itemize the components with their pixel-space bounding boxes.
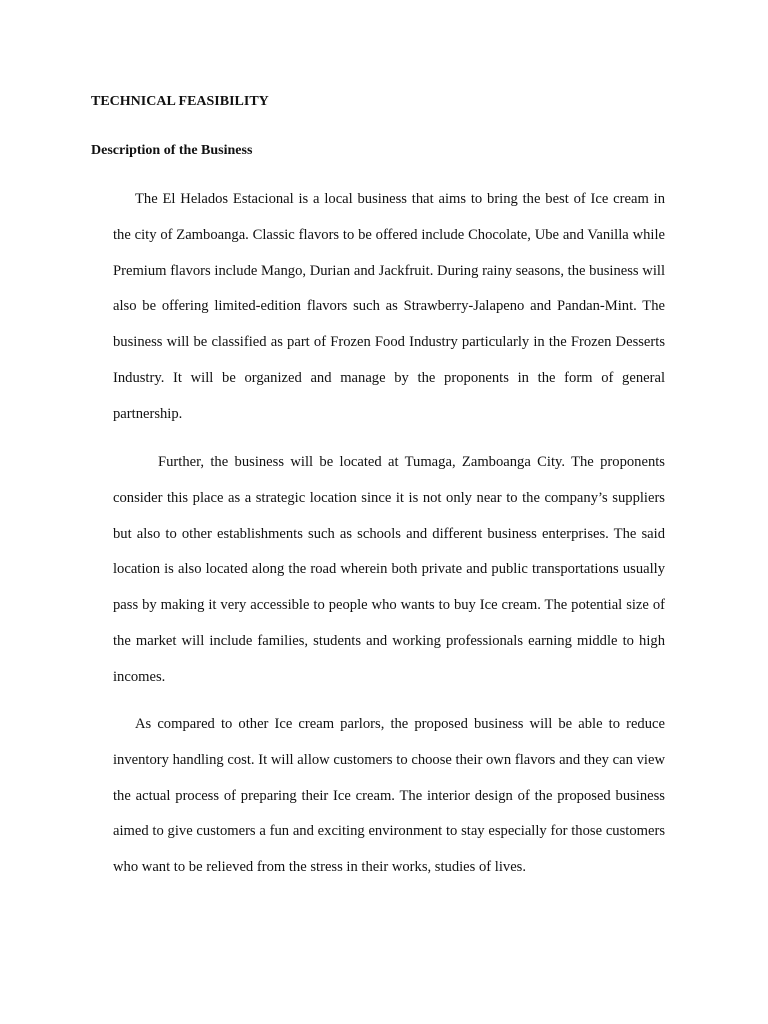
paragraph-competitive-advantage: As compared to other Ice cream parlors, the proposed business will be able to reduce inventory handling cost. It will allow customers to choose their own flavors and they can view the actual process of preparing their Ice cream. The interior design of the proposed business aimed to give customers a fun and exciting environment to stay especially for those customers who want to be relieved from the stress in their works, studies of lives.: [113, 716, 665, 876]
paragraph-business-description: The El Helados Estacional is a local business that aims to bring the best of Ice cream in the city of Zamboanga. Classic flavors to be offered include Chocolate, Ube and Vanilla while Premium flavors include Mango, Durian and Jackfruit. During rainy seasons, the business will also be offering limited-edition flavors such as Strawberry-Jalapeno and Pandan-Mint. The business will be classified as part of Frozen Food Industry particularly in the Frozen Desserts Industry. It will be organized and manage by the proponents in the form of general partnership.: [113, 191, 665, 422]
section-heading: Description of the Business: [91, 143, 253, 158]
document-title: TECHNICAL FEASIBILITY: [91, 94, 269, 109]
paragraph-location: Further, the business will be located at Tumaga, Zamboanga City. The proponents consider this place as a strategic location since it is not only near to the company’s suppliers but also to other establishments such as schools and different business enterprises. The said location is also located along the road wherein both private and public transportations usually pass by making it very accessible to people who wants to buy Ice cream. The potential size of the market will include families, students and working professionals earning middle to high incomes.: [113, 454, 665, 685]
